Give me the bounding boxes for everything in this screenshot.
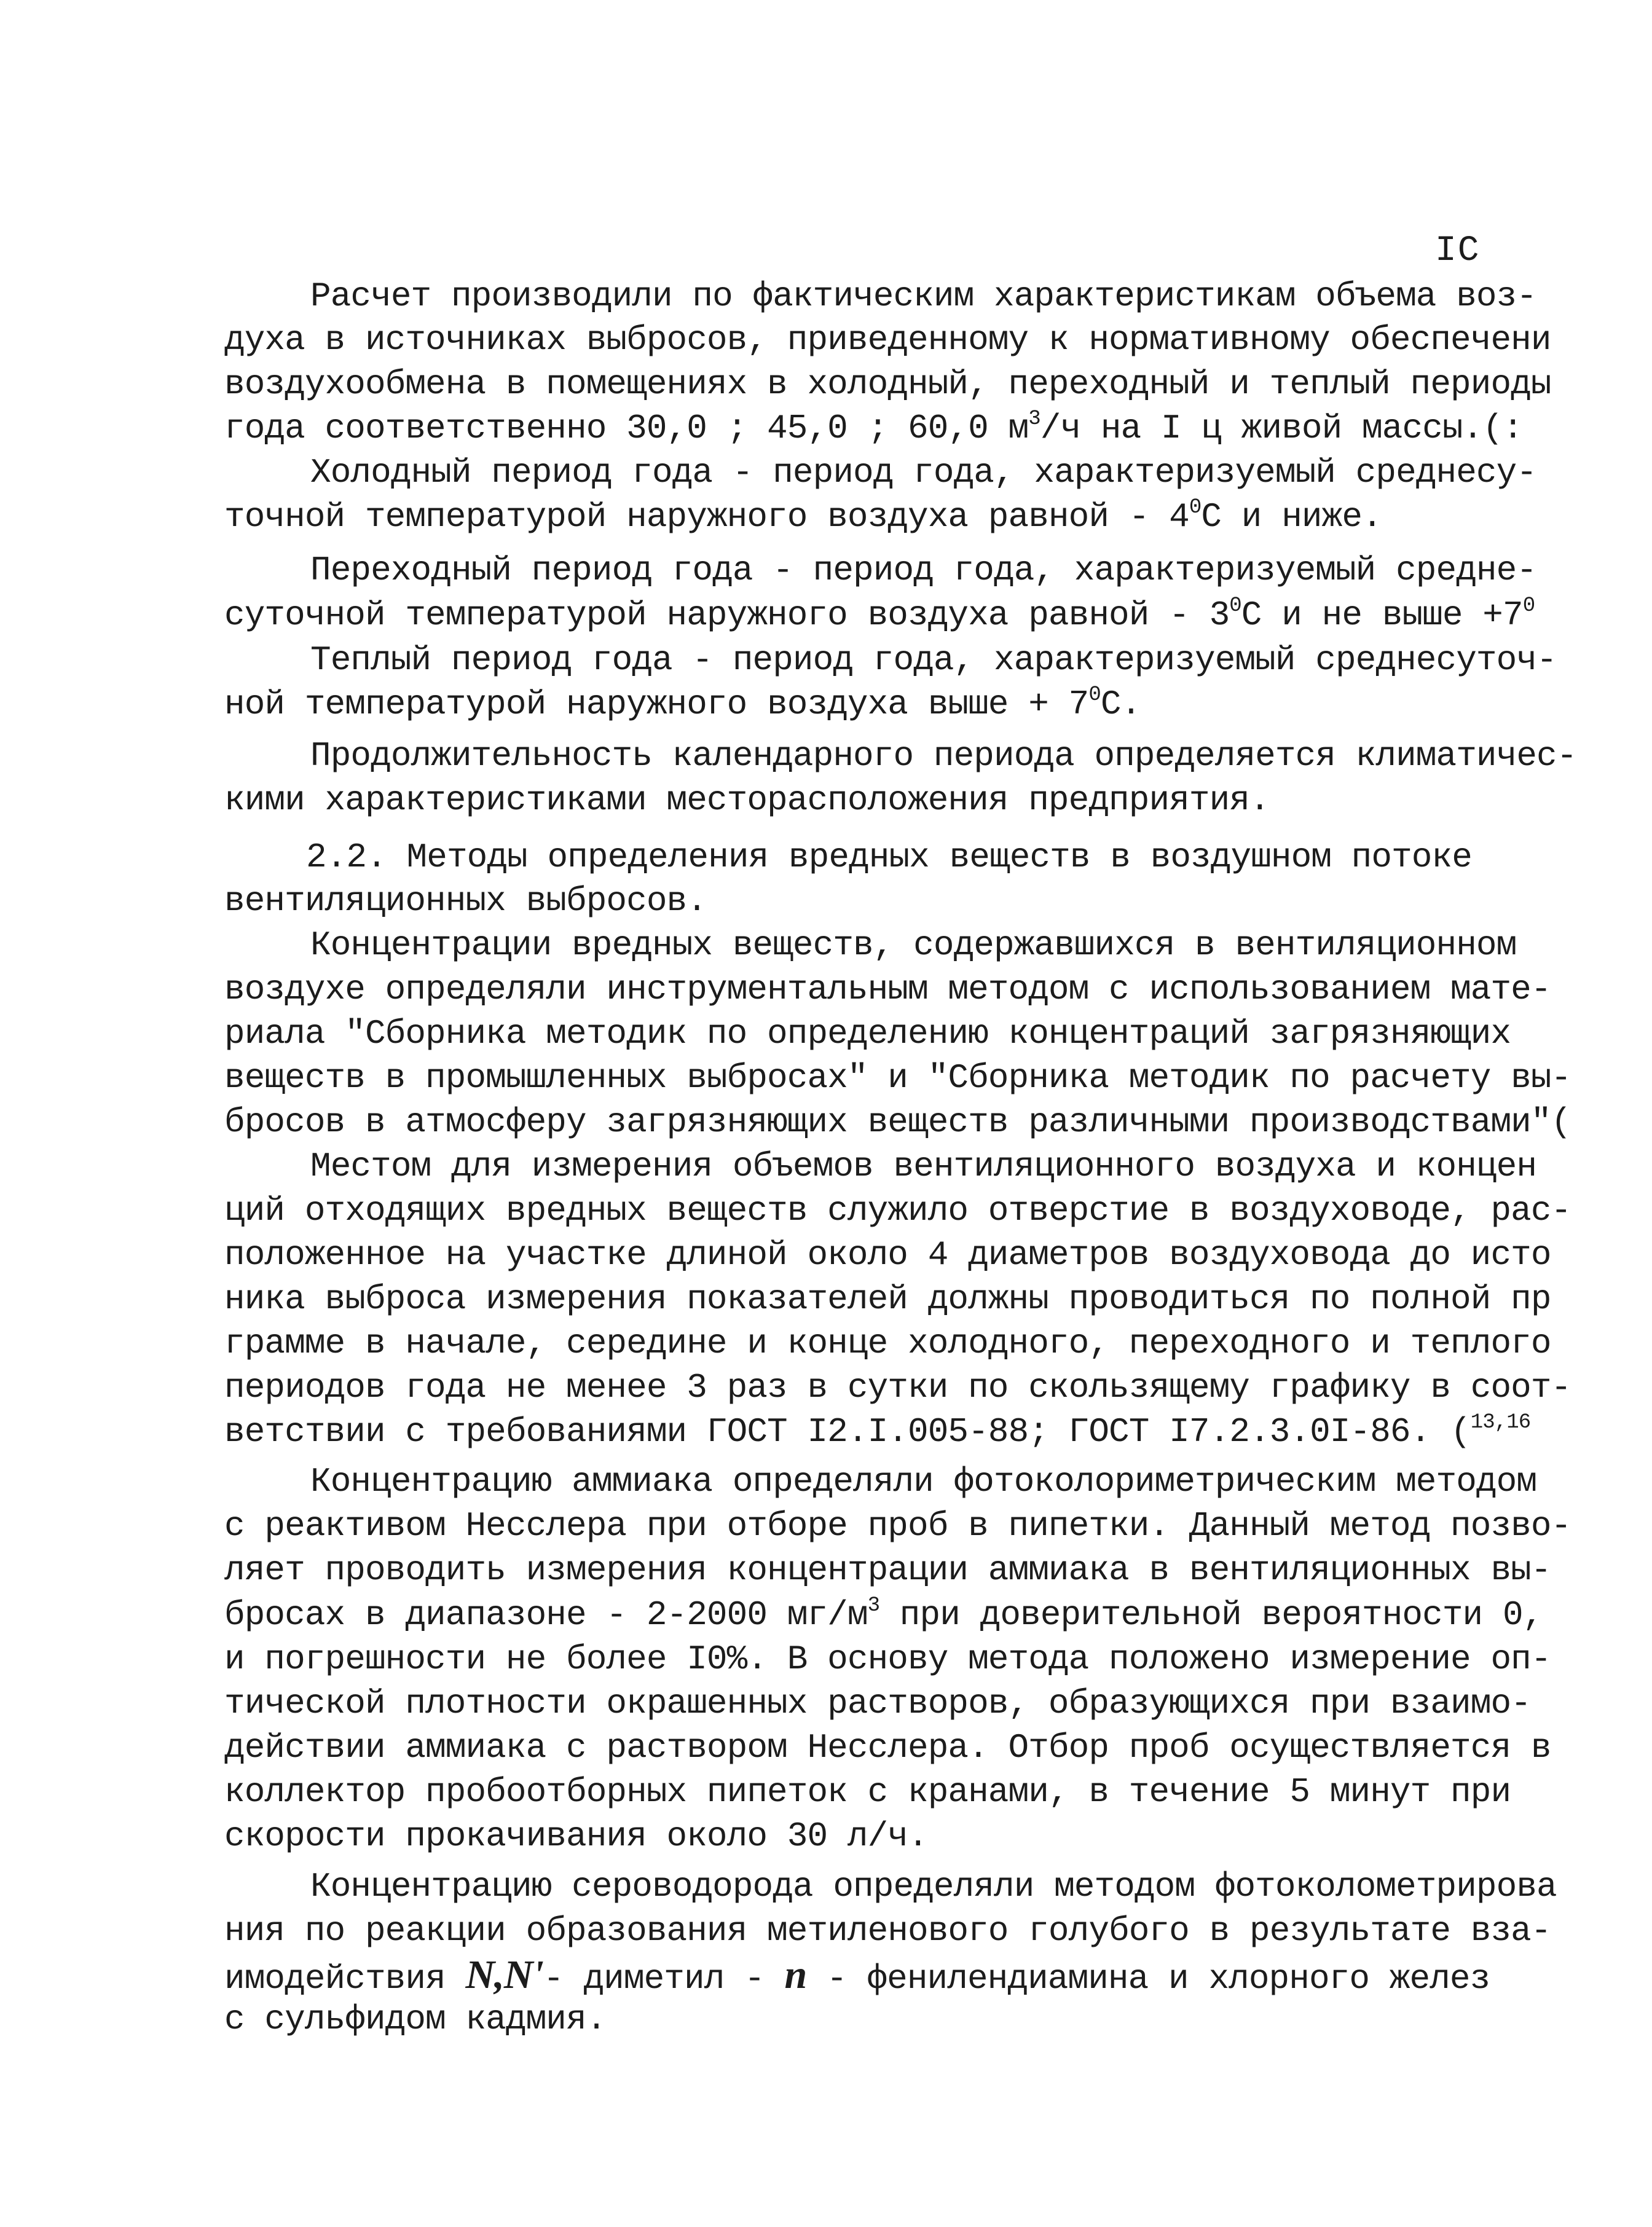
text-line: действии аммиака с раствором Несслера. Отбор проб осуществляется в [224,1728,1551,1767]
text-line: скорости прокачивания около 30 л/ч. [224,1817,928,1856]
text-line: ния по реакции образования метиленового голубого в результате вза- [224,1911,1551,1950]
text-line: с сульфидом кадмия. [224,2000,607,2039]
text-line: ций отходящих вредных веществ служило отверстие в воздуховоде, рас- [224,1191,1571,1230]
text-line: Местом для измерения объемов вентиляционного воздуха и концен [310,1147,1537,1186]
text-line: ляет проводить измерения концентрации аммиака в вентиляционных вы- [224,1550,1551,1590]
text-line: Расчет производили по фактическим характеристикам объема воз- [310,277,1537,316]
text-line: периодов года не менее 3 раз в сутки по скользящему графику в соот- [224,1368,1571,1407]
text-line: риала "Сборника методик по определению концентраций загрязняющих [224,1014,1511,1053]
text-line: Продолжительность календарного периода определяется климатичес- [310,736,1577,776]
section-heading: 2.2. Методы определения вредных веществ в воздушном потоке [306,838,1472,877]
text-line: тической плотности окрашенных растворов, образующихся при взаимо- [224,1684,1531,1723]
text-line: Концентрацию сероводорода определяли методом фотоколометрирова [310,1867,1557,1906]
text-line: Концентрацию аммиака определяли фотоколориметрическим методом [310,1462,1537,1501]
text-line: Теплый период года - период года, характеризуемый среднесуточ- [310,640,1557,680]
text-line: Холодный период года - период года, характеризуемый среднесу- [310,453,1537,492]
text-line: положенное на участке длиной около 4 диаметров воздуховода до исто [224,1235,1551,1275]
text-line: бросах в диапазоне - 2-2000 $мг/м^3$ при доверительной вероятности 0, [224,1594,1543,1635]
text-line: ника выброса измерения показателей должны проводиться по полной пр [224,1279,1551,1319]
text-line: года соответственно 30,0 ; 45,0 ; 60,0 $м^3/ч$ на I ц живой массы.(: [224,407,1523,448]
text-line: воздухе определяли инструментальным методом с использованием мате- [224,970,1551,1009]
text-line: имодействия N,N'- диметил - n - фенилендиамина и хлорного желез [224,1952,1490,1998]
text-line: ветствии с требованиями ГОСТ I2.I.005-88; ГОСТ I7.2.3.0I-86. ($^{13,16}$ [224,1411,1531,1451]
text-line: кими характеристиками месторасположения предприятия. [224,780,1270,820]
text-line: точной температурой наружного воздуха равной - $4^0С$ и ниже. [224,496,1382,536]
text-line: ной температурой наружного воздуха выше + $7^0С$. [224,683,1141,724]
page-number: IC [1435,231,1481,271]
text-line: суточной температурой наружного воздуха равной - $3^0С$ и не выше $+7^0$ [224,594,1535,635]
text-line: Концентрации вредных веществ, содержавшихся в вентиляционном [310,925,1517,965]
text-line: бросов в атмосферу загрязняющих веществ различными производствами"( [224,1102,1571,1142]
text-line: воздухообмена в помещениях в холодный, переходный и теплый периоды [224,364,1551,404]
text-line: духа в источниках выбросов, приведенному к нормативному обеспечени [224,320,1551,359]
text-line: грамме в начале, середине и конце холодного, переходного и теплого [224,1324,1551,1363]
section-heading: вентиляционных выбросов. [224,881,707,921]
text-line: коллектор пробоотборных пипеток с кранами, в течение 5 минут при [224,1772,1511,1812]
text-line: веществ в промышленных выбросах" и "Сборника методик по расчету вы- [224,1058,1571,1098]
text-line: с реактивом Несслера при отборе проб в пипетки. Данный метод позво- [224,1506,1571,1546]
text-line: Переходный период года - период года, характеризуемый средне- [310,551,1537,590]
text-line: и погрешности не более I0%. В основу метода положено измерение оп- [224,1640,1551,1679]
